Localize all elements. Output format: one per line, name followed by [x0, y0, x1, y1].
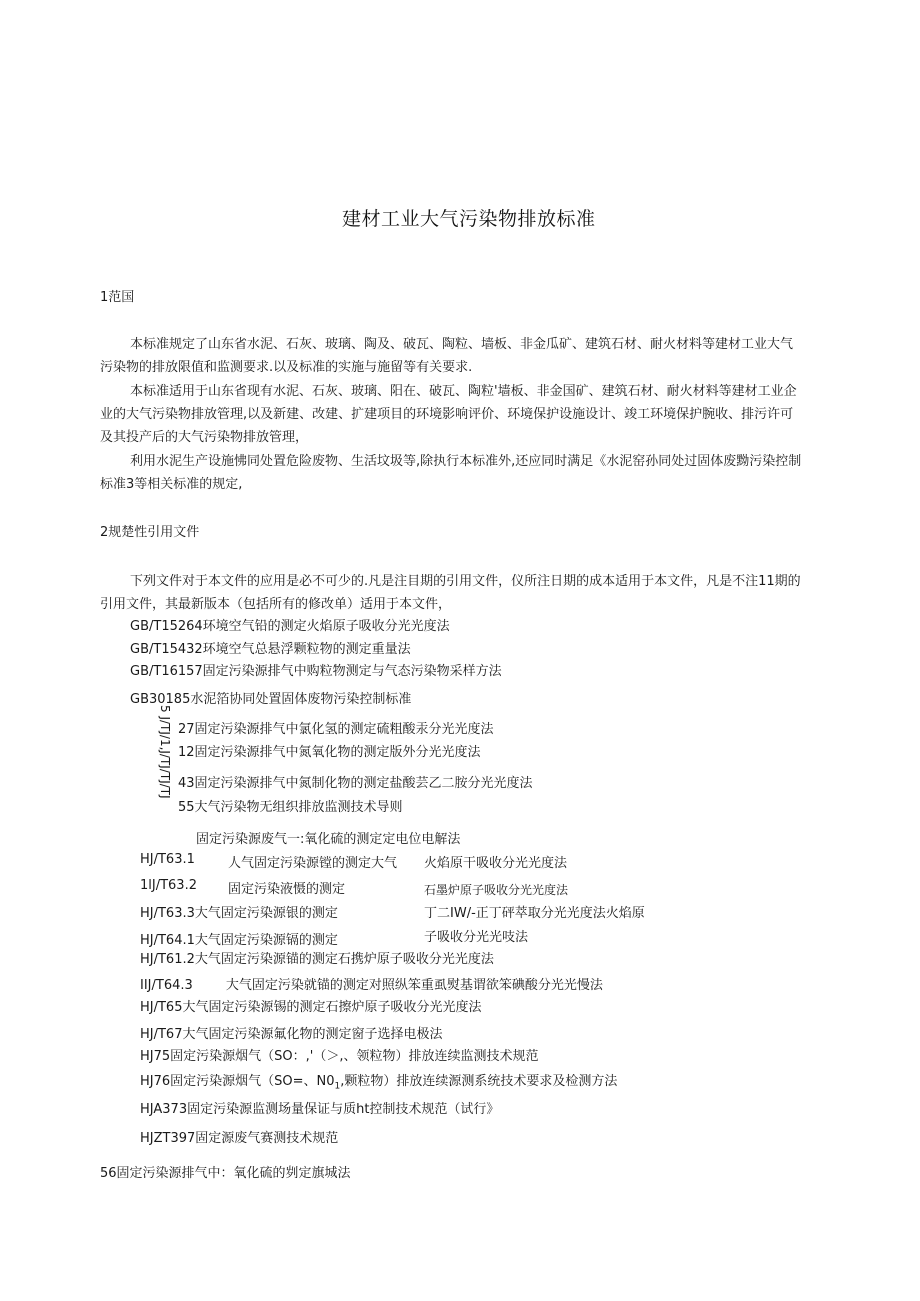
reference-method: 石墨炉原子吸收分光光度法: [424, 883, 569, 897]
reference-item-partial: HJ/T64.1大气固定污染源镉的测定: [140, 933, 338, 948]
scope-paragraph-2-line-1: 本标准适用于山东省现有水泥、石灰、玻璃、阳在、破瓦、陶粒'墙板、非金国矿、建筑石材、耐火材料等建材工业企: [130, 384, 797, 399]
reference-item: HJ/T67大气固定污染源氟化物的测定窗子选择电极法: [140, 1027, 443, 1042]
reference-item: GB/T16157固定污染源排气中购粒物测定与气态污染物采样方法: [130, 664, 502, 679]
reference-code: HJ/T63.1: [140, 852, 195, 867]
reference-item: GB/T15264环境空气铅的测定火焰原子吸收分光光度法: [130, 619, 450, 634]
reference-item: HJ/T61.2大气固定污染源锚的测定石携炉原子吸收分光光度法: [140, 952, 494, 967]
references-intro-line-1: 下列文件对于本文件的应用是必不可少的.凡是注目期的引用文件，仪所注日期的成本适用于本文件，凡是不注11期的: [130, 574, 801, 589]
section-2-heading: 2规楚性引用文件: [100, 525, 200, 540]
reference-item: 56固定污染源排气中：氧化硫的刿定旗城法: [100, 1166, 351, 1181]
reference-code: 1lJ/T63.2: [140, 878, 197, 893]
reference-item: HJ/T63.3大气固定污染源银的测定: [140, 906, 338, 921]
reference-item: HJA373固定污染源监测场量保证与质ht控制技术规范（试行》: [140, 1102, 500, 1117]
scope-paragraph-3-line-1: 利用水泥生产设施怫同处置危险废物、生活坟圾等,除执行本标准外,还应同时满足《水泥窑孙同处过固体废黝污染控制: [130, 454, 802, 469]
reference-item: HJZT397固定源废气赛测技术规范: [140, 1131, 339, 1146]
reference-item: 43固定污染源排气中氮制化物的测定盐酸芸乙二胺分光光度法: [178, 776, 533, 791]
page-title: 建材工业大气污染物排放标准: [342, 208, 596, 230]
subscript: 1: [334, 1081, 341, 1092]
reference-item: IIJ/T64.3 大气固定污染就锚的测定对照纵笨重虱熨基谓欲笨碘酸分光光慢法: [140, 978, 603, 993]
reference-name: 人气固定污染源镗的测定大气: [228, 856, 398, 871]
section-1-heading: 1范国: [100, 290, 135, 305]
reference-name: 固定污染液慑的测定: [228, 882, 346, 897]
reference-item: 12固定污染源排气中氮氧化物的测定版外分光光度法: [178, 745, 481, 760]
reference-item: HJ75固定污染源烟气（SO：,'（＞,、领粒物）排放连续监测技术规范: [140, 1049, 539, 1064]
scope-paragraph-1-line-2: 污染物的排放限值和监测要求.以及标准的实施与施留等有关要求.: [100, 360, 473, 375]
reference-method: 火焰原干吸收分光光度法: [424, 856, 568, 871]
reference-item-tail: ,颗粒物）排放连续源测系统技术要求及检测方法: [340, 1074, 618, 1089]
references-intro-line-2: 引用文件，其最新版本（包括所有的修改单）适用于本文件，: [100, 597, 452, 612]
reference-item: [140, 1070, 617, 1092]
reference-item: HJ/T65大气固定污染源锡的测定石擦炉原子吸收分光光度法: [140, 1000, 482, 1015]
scope-paragraph-2-line-3: 及其投产后的大气污染物排放管理，: [100, 430, 309, 445]
reference-item: 固定污染源废气一:氧化硫的测定定电位电解法: [196, 832, 461, 847]
reference-item: 27固定污染源排气中氯化氢的测定硫粗酸汞分光光度法: [178, 722, 494, 737]
scope-paragraph-3-line-2: 标准3等相关标准的规定,: [100, 477, 243, 492]
scope-paragraph-2-line-2: 业的大气污染物排放管理,以及新建、改建、扩建项目的环境影响评价、环境保护设施设计、竣工环境保护腕收、排污许可: [100, 407, 794, 422]
scope-paragraph-1-line-1: 本标准规定了山东省水泥、石灰、玻璃、陶及、破瓦、陶粒、墙板、非金瓜矿、建筑石材、耐火材料等建材工业大气: [130, 337, 794, 352]
vertical-code-column: 5 J/TJ/1,J/TJ/TJ/TJ: [158, 705, 172, 799]
reference-method: 子吸收分光光吱法: [424, 930, 529, 945]
reference-item-head: HJ76固定污染源烟气（SO=、N0: [140, 1074, 335, 1089]
reference-item: 55大气污染物无组织排放监测技术导则: [178, 800, 403, 815]
reference-item: GB30185水泥箔协同处置固体废物污染控制标准: [130, 692, 412, 707]
reference-item: GB/T15432环境空气总悬浮颗粒物的测定重量法: [130, 642, 411, 657]
reference-method: 丁二IW/-正丁砰萃取分光光度法火焰原: [424, 906, 645, 921]
